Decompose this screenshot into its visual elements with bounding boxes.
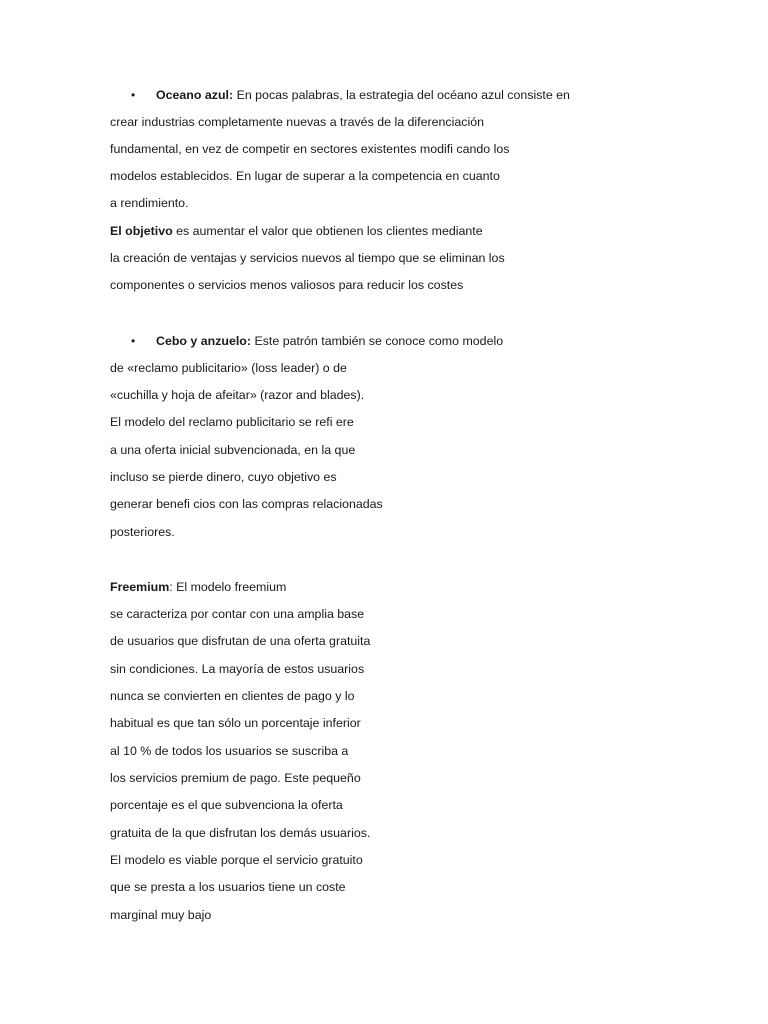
oceano-first-line xyxy=(156,87,570,103)
freemium-line-9: gratuita de la que disfrutan los demás usuarios. xyxy=(110,826,371,840)
freemium-line-3: sin condiciones. La mayoría de estos usuarios xyxy=(110,662,365,676)
freemium-line-4: nunca se convierten en clientes de pago y lo xyxy=(110,689,355,703)
freemium-line-2: de usuarios que disfrutan de una oferta gratuita xyxy=(110,634,371,648)
cebo-line-2: «cuchilla y hoja de afeitar» (razor and blades). xyxy=(110,388,365,402)
oceano-first-line-text: En pocas palabras, la estrategia del océano azul consiste en xyxy=(233,88,570,102)
cebo-first-line-text: Este patrón también se conoce como modelo xyxy=(251,334,504,348)
freemium-line-11: que se presta a los usuarios tiene un coste xyxy=(110,880,346,894)
objetivo-line-2: componentes o servicios menos valiosos para reducir los costes xyxy=(110,278,464,292)
objetivo-first-line xyxy=(110,223,483,239)
freemium-line-8: porcentaje es el que subvenciona la oferta xyxy=(110,798,343,812)
bullet-cebo: • xyxy=(131,334,136,348)
objetivo-term: El objetivo xyxy=(110,224,173,238)
objetivo-first-line-text: es aumentar el valor que obtienen los clientes mediante xyxy=(172,224,483,238)
bullet-oceano: • xyxy=(131,88,136,102)
freemium-line-5: habitual es que tan sólo un porcentaje inferior xyxy=(110,716,361,730)
freemium-line-10: El modelo es viable porque el servicio gratuito xyxy=(110,853,363,867)
freemium-line-7: los servicios premium de pago. Este pequeño xyxy=(110,771,361,785)
oceano-line-1: crear industrias completamente nuevas a través de la diferenciación xyxy=(110,115,484,129)
freemium-first-line xyxy=(110,579,286,595)
cebo-line-5: incluso se pierde dinero, cuyo objetivo es xyxy=(110,470,337,484)
cebo-line-1: de «reclamo publicitario» (loss leader) o de xyxy=(110,361,347,375)
cebo-line-4: a una oferta inicial subvencionada, en la que xyxy=(110,443,356,457)
objetivo-line-1: la creación de ventajas y servicios nuevos al tiempo que se eliminan los xyxy=(110,251,505,265)
cebo-line-3: El modelo del reclamo publicitario se refi ere xyxy=(110,415,354,429)
cebo-term: Cebo y anzuelo: xyxy=(156,334,252,348)
oceano-term: Oceano azul: xyxy=(156,88,234,102)
freemium-line-12: marginal muy bajo xyxy=(110,908,212,922)
cebo-first-line xyxy=(156,333,503,349)
oceano-line-4: a rendimiento. xyxy=(110,196,189,210)
freemium-line-6: al 10 % de todos los usuarios se suscriba a xyxy=(110,744,349,758)
oceano-line-2: fundamental, en vez de competir en sectores existentes modifi cando los xyxy=(110,142,510,156)
cebo-line-7: posteriores. xyxy=(110,525,175,539)
cebo-line-6: generar benefi cios con las compras relacionadas xyxy=(110,497,383,511)
oceano-line-3: modelos establecidos. En lugar de superar a la competencia en cuanto xyxy=(110,169,500,183)
freemium-term: Freemium xyxy=(110,580,170,594)
freemium-first-line-text: : El modelo freemium xyxy=(169,580,287,594)
freemium-line-1: se caracteriza por contar con una amplia base xyxy=(110,607,365,621)
